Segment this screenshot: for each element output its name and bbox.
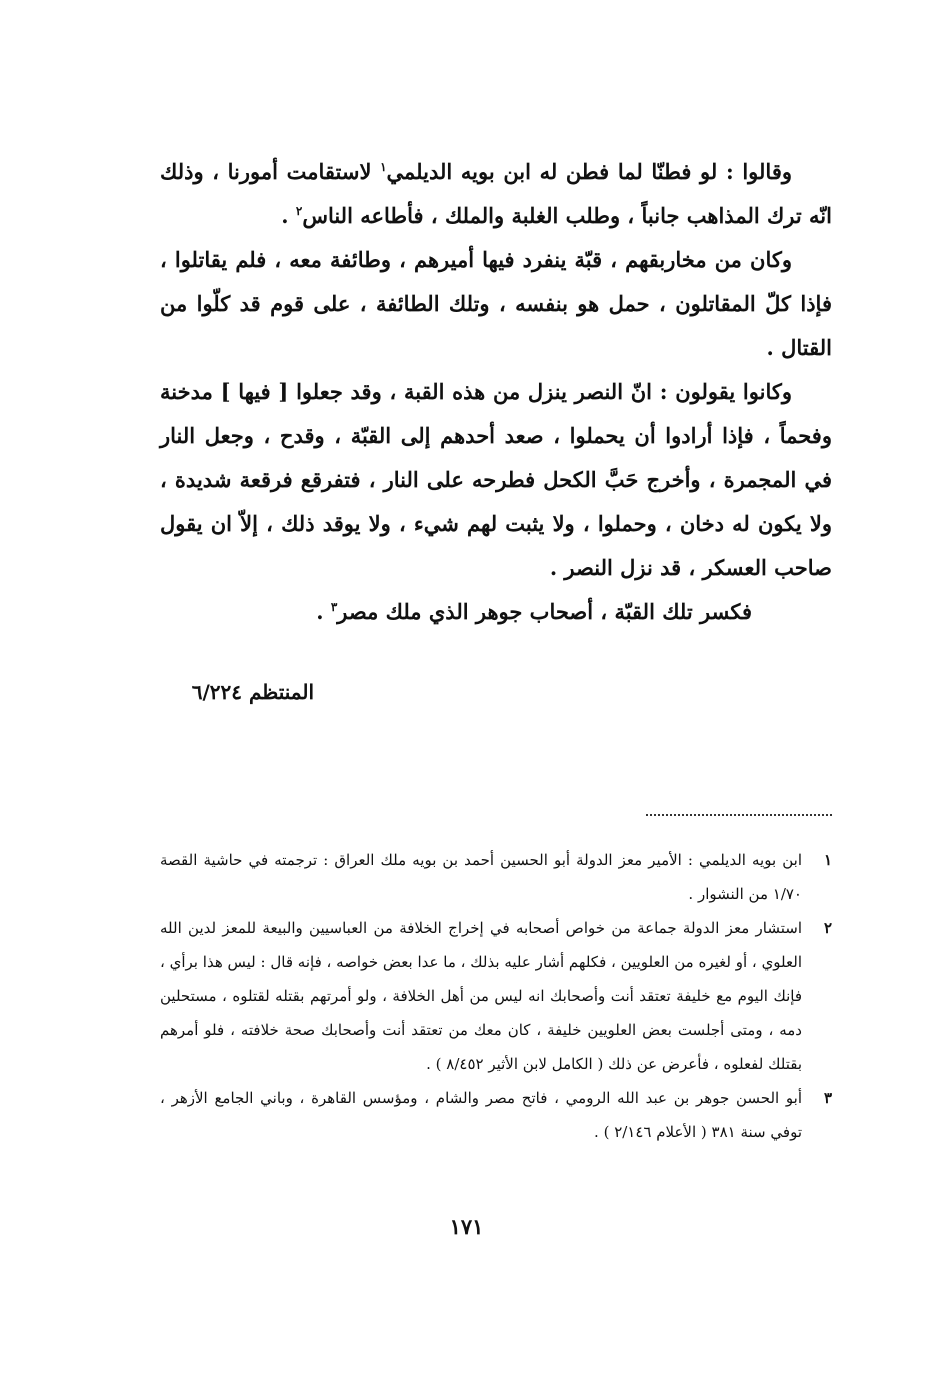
footnote-3 [160, 1081, 832, 1149]
main-text [160, 150, 832, 634]
page-number: ١٧١ [449, 1214, 484, 1239]
footnote-2 [160, 911, 832, 1081]
paragraph-2: وكان من مخاربقهم ، قبّة ينفرد فيها أميرهم ، وطائفة معه ، فلم يقاتلوا ، فإذا كلّ المقاتلون ، حمل هو بنفسه ، وتلك الطائفة ، على قوم قد كلّوا من القتال . [160, 247, 832, 360]
footnote-number: ٣ [823, 1089, 832, 1107]
footnote-text: أبو الحسن جوهر بن عبد الله الرومي ، فاتح مصر والشام ، ومؤسس القاهرة ، وباني الجامع الأزهر ، توفي سنة ٣٨١ ( الأعلام ٢/١٤٦ ) . [160, 1089, 802, 1141]
footnote-ref-2[interactable]: ٢ [295, 204, 303, 218]
paragraph-4: فكسر تلك القبّة ، أصحاب جوهر الذي ملك مصر$^٣$ . [316, 599, 752, 624]
footnote-text: ابن بويه الديلمي : الأمير معز الدولة أبو الحسين أحمد بن بويه ملك العراق : ترجمته في حاشية القصة ١/٧٠ من النشوار . [160, 851, 802, 903]
footnote-ref-3[interactable]: ٣ [330, 600, 338, 614]
paragraph-1: وقالوا : لو فطنّا لما فطن له ابن بويه الديلمي$^١$ لاستقامت أمورنا ، وذلك انّه ترك المذاهب جانباً ، وطلب الغلبة والملك ، فأطاعه الناس$^٢$ . [160, 159, 832, 228]
footnote-text: استشار معز الدولة جماعة من خواص أصحابه في إخراج الخلافة من العباسيين والبيعة للمعز لدين الله العلوي ، أو لغيره من العلويين ، فكلهم أشار عليه بذلك ، ما عدا بعض خواصه ، فإنه قال : ليس هذا برأي ، فإنك اليوم مع خليفة تعتقد أنت وأصحابك انه ليس من أهل الخلافة ، ولو أمرتهم بقتله لقتلوه ، مستحلين دمه ، ومتى أجلست بعض العلويين خليفة ، كان معك من تعتقد أنت وأصحابك صحة خلافته ، فلو أمرهم بقتلك لفعلوه ، فأعرض عن ذلك ( الكامل لابن الأثير ٨/٤٥٢ ) . [160, 919, 802, 1073]
footnote-number: ٢ [823, 919, 832, 937]
footnote-separator [646, 814, 832, 816]
source-citation: المنتظم ٦/٢٢٤ [191, 680, 314, 704]
footnote-1 [160, 843, 832, 911]
footnote-ref-1[interactable]: ١ [380, 160, 387, 174]
footnotes [160, 843, 832, 1149]
footnote-number: ١ [823, 851, 832, 869]
paragraph-3: وكانوا يقولون : انّ النصر ينزل من هذه القبة ، وقد جعلوا [ فيها ] مدخنة وفحماً ، فإذا أرادوا أن يحملوا ، صعد أحدهم إلى القبّة ، وقدح ، وجعل النار في المجمرة ، وأخرج حَبَّ الكحل فطرحه على النار ، فتفرقع فرقعة شديدة ، ولا يكون له دخان ، وحملوا ، ولا يثبت لهم شيء ، ولا يوقد ذلك ، إلاّ ان يقول صاحب العسكر ، قد نزل النصر . [160, 379, 832, 580]
